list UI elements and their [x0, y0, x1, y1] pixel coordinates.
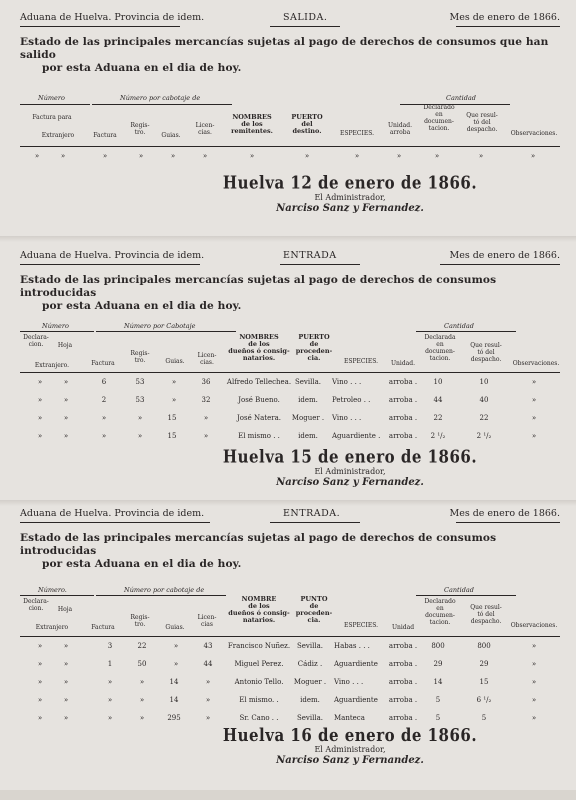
col-licencias: Licen- cias [197, 614, 217, 628]
col-guias: Guias. [165, 358, 185, 365]
col-nombres: NOMBRE de los dueños ó consig- natarios. [228, 595, 290, 624]
header-rule-left [20, 522, 210, 523]
page-bottom-edge [0, 790, 576, 800]
header-rule-right [456, 522, 560, 523]
header-rule-left [20, 264, 200, 265]
header-bottom-rule [20, 636, 560, 637]
col-especies: ESPECIES. [339, 130, 375, 137]
col-factura: Factura [91, 624, 115, 631]
title-line-1: Estado de las principales mercancías sujetas al pago de derechos de consumos introducidas [20, 274, 497, 299]
header-rule-left [20, 26, 180, 27]
header-rule-middle [280, 264, 360, 265]
column-separator [0, 500, 576, 506]
group-cantidad: Cantidad [444, 586, 474, 594]
col-especies: ESPECIES. [343, 622, 379, 629]
col-observaciones: Observaciones. [510, 622, 558, 629]
col-registro: Regis- tro. [130, 122, 150, 136]
col-factura-para: Factura para [32, 114, 72, 121]
title-line-1: Estado de las principales mercancías sujetas al pago de derechos de consumos que han salido [20, 36, 549, 61]
col-nombres: NOMBRES de los dueños ó consig- natarios. [228, 333, 290, 362]
col-unidad: Unidad [391, 624, 415, 631]
section-title [20, 36, 560, 75]
col-observaciones: Observaciones. [510, 130, 558, 137]
salida-section: Aduana de Huelva. Provincia de idem. SALIDA. Mes de enero de 1866. Estado de las principales mercancías sujetas al pago de derechos de consumos que han salido por esta Aduana en el dia de hoy. Número Número por cabotaje de Cantidad Factura para Extranjero Factura Regis- tro. Guias. Licen- cias. NOMBRES de los remitentes. PUERTO del destino. ESPECIES. Unidad. arroba Declarado en documen- tacion. Que resul- tó del despacho. Observaciones. » » » » » » » » » » » » » Huelva 12 de enero de 1866. El Administrador, Narciso Sanz y Fernandez. [20, 12, 560, 214]
header-customs-office: Aduana de Huelva. Provincia de idem. [20, 12, 205, 23]
col-resulta: Que resul- tó del despacho. [470, 342, 502, 363]
col-puerto: PUERTO de proceden- cia. [295, 333, 333, 362]
col-licencias: Licen- cias. [197, 352, 217, 366]
section-title [20, 532, 560, 571]
col-licencias: Licen- cias. [195, 122, 215, 136]
group-cantidad-rule [416, 595, 516, 596]
col-declaracion: Declara- cion. [23, 598, 49, 612]
col-declaracion: Declara- cion. [23, 334, 49, 348]
col-puerto: PUERTO del destino. [291, 113, 323, 135]
header-month: Mes de enero de 1866. [449, 12, 560, 23]
header-month: Mes de enero de 1866. [449, 508, 560, 519]
group-cantidad: Cantidad [446, 94, 476, 102]
section-title [20, 274, 560, 313]
group-numero: Número [38, 94, 65, 102]
header-type: ENTRADA [283, 250, 337, 261]
group-cabotaje-rule [96, 595, 226, 596]
col-observaciones: Observaciones. [512, 360, 560, 367]
col-puerto: PUNTO de proceden- cia. [295, 595, 333, 624]
col-hoja: Hoja [57, 606, 73, 613]
col-factura: Factura [91, 360, 115, 367]
col-unidad: Unidad. [390, 360, 415, 367]
section-header [20, 250, 560, 264]
col-hoja: Hoja [57, 342, 73, 349]
col-guias: Guias. [165, 624, 185, 631]
group-cabotaje: Número por Cabotaje [124, 322, 196, 330]
administrator-name: Narciso Sanz y Fernandez. [276, 477, 424, 488]
header-month: Mes de enero de 1866. [449, 250, 560, 261]
col-resulta: Que resul- tó del despacho. [466, 112, 498, 133]
col-guias: Guias. [161, 132, 181, 139]
group-cantidad-rule [416, 331, 516, 332]
title-line-1: Estado de las principales mercancías sujetas al pago de derechos de consumos introducidas [20, 532, 497, 557]
col-registro: Regis- tro. [130, 614, 150, 628]
title-line-2: por esta Aduana en el dia de hoy. [42, 558, 242, 570]
col-nombres: NOMBRES de los remitentes. [231, 113, 273, 135]
col-extranjero: Extranjero. [34, 362, 70, 369]
group-cabotaje-rule [96, 331, 236, 332]
signature-block [200, 726, 500, 766]
header-rule-middle [270, 26, 340, 27]
entrada-section-2: Aduana de Huelva. Provincia de idem. ENTRADA. Mes de enero de 1866. Estado de las principales mercancías sujetas al pago de derechos de consumos introducidas por esta Aduana en el dia de hoy. Número. Número por cabotaje de Cantidad Declara- cion. Hoja Extranjero Factura Regis- tro. Guias. Licen- cias NOMBRE de los dueños ó consig- natarios. PUNTO de proceden- cia. ESPECIES. Unidad Declarado en documen- tacion. Que resul- tó del despacho. Observaciones. » » 3 22 » 43 Francisco Nuñez. Sevilla. Habas . . . arroba . 800 800 » » » 1 50 » 44 Miguel Perez. Cádiz . Aguardiente arroba . 29 29 » » » » » 14 » Antonio Tello. Moguer . Vino . . . arroba . 14 15 » » » » » 14 » El mismo. . idem. Aguardiente arroba . 5 6 ¹/₂ » » » » » 295 » Sr. Cano . . Sevilla. Manteca arroba . 5 5 » Huelva 16 de enero de 1866. El Administrador, Narciso Sanz y Fernandez. [20, 508, 560, 766]
section-header [20, 508, 560, 522]
group-cabotaje-rule [92, 104, 232, 105]
signature-date: Huelva 16 de enero de 1866. [222, 724, 478, 746]
administrator-title: El Administrador, [314, 467, 386, 476]
header-rule-right [456, 26, 560, 27]
col-factura: Factura [93, 132, 117, 139]
entrada-section-1: Aduana de Huelva. Provincia de idem. ENTRADA Mes de enero de 1866. Estado de las principales mercancías sujetas al pago de derechos de consumos introducidas por esta Aduana en el dia de hoy. Número Número por Cabotaje Cantidad Declara- cion. Hoja Extranjero. Factura Regis- tro. Guias. Licen- cias. NOMBRES de los dueños ó consig- natarios. PUERTO de proceden- cia. ESPECIES. Unidad. Declarada en documen- tacion. Que resul- tó del despacho. Observaciones. » » 6 53 » 36 Alfredo Tellechea. Sevilla. Vino . . . arroba . 10 10 » » » 2 53 » 32 José Bueno. idem. Petroleo . . arroba . 44 40 » » » » » 15 » José Natera. Moguer . Vino . . . arroba . 22 22 » » » » » 15 » El mismo . . idem. Aguardiente . arroba . 2 ¹/₂ 2 ¹/₂ » Huelva 15 de enero de 1866. El Administrador, Narciso Sanz y Fernandez. [20, 250, 560, 313]
signature-date: Huelva 15 de enero de 1866. [222, 446, 478, 468]
title-line-2: por esta Aduana en el dia de hoy. [42, 62, 242, 74]
group-cabotaje: Número por cabotaje de [120, 94, 201, 102]
group-numero-rule [20, 331, 94, 332]
group-cabotaje: Número por cabotaje de [124, 586, 205, 594]
signature-block [200, 448, 500, 488]
group-numero-rule [20, 595, 94, 596]
title-line-2: por esta Aduana en el dia de hoy. [42, 300, 242, 312]
header-bottom-rule [20, 146, 560, 147]
col-declarada: Declarado en documen- tacion. [423, 104, 455, 132]
header-type: ENTRADA. [283, 508, 341, 519]
group-numero: Número. [38, 586, 67, 594]
column-separator [0, 236, 576, 242]
col-extranjero: Extranjero [41, 132, 75, 139]
header-bottom-rule [20, 372, 560, 373]
col-registro: Regis- tro. [130, 350, 150, 364]
section-header [20, 12, 560, 26]
administrator-name: Narciso Sanz y Fernandez. [276, 755, 424, 766]
signature-date: Huelva 12 de enero de 1866. [222, 172, 478, 194]
col-especies: ESPECIES. [343, 358, 379, 365]
col-declarada: Declarada en documen- tacion. [424, 334, 456, 362]
col-declarada: Declarado en documen- tacion. [424, 598, 456, 626]
col-unidad: Unidad. arroba [387, 122, 412, 136]
col-extranjero: Extranjero [35, 624, 69, 631]
administrator-title: El Administrador, [314, 745, 386, 754]
header-rule-middle [270, 522, 360, 523]
col-resulta: Que resul- tó del despacho. [470, 604, 502, 625]
group-cantidad: Cantidad [444, 322, 474, 330]
header-customs-office: Aduana de Huelva. Provincia de idem. [20, 508, 205, 519]
signature-block [200, 174, 500, 214]
administrator-title: El Administrador, [314, 193, 386, 202]
group-numero: Número [42, 322, 69, 330]
header-rule-right [440, 264, 560, 265]
administrator-name: Narciso Sanz y Fernandez. [276, 203, 424, 214]
header-type: SALIDA. [283, 12, 328, 23]
header-customs-office: Aduana de Huelva. Provincia de idem. [20, 250, 205, 261]
group-numero-rule [20, 104, 90, 105]
